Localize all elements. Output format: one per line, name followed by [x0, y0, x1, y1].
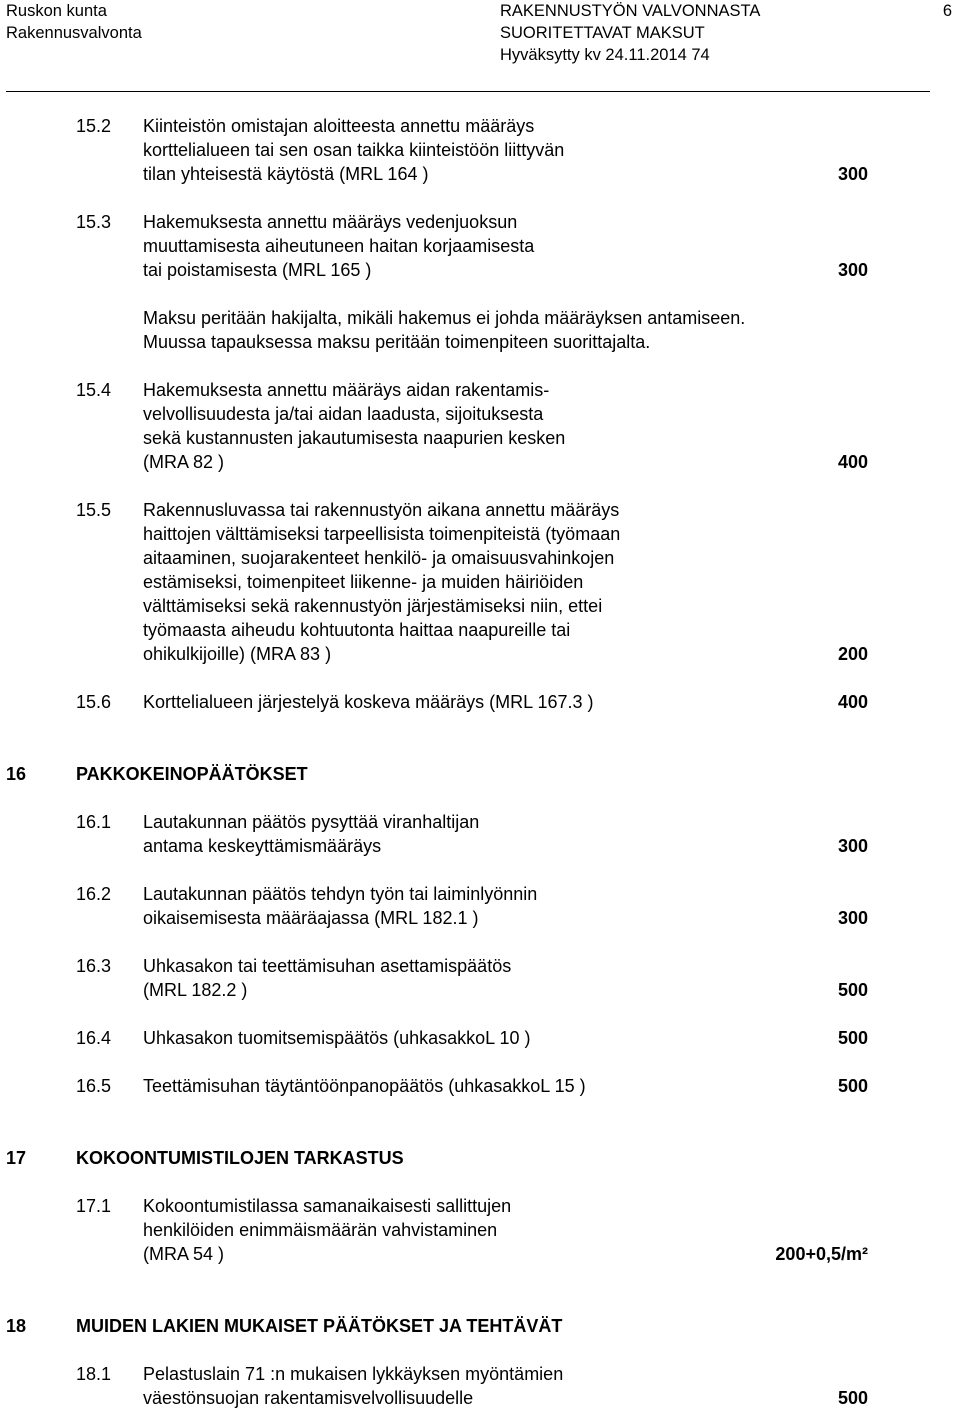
- page-header: [0, 0, 960, 96]
- doc-title-line1: RAKENNUSTYÖN VALVONNASTA: [500, 2, 761, 20]
- desc-line: ohikulkijoille) (MRA 83 ): [143, 644, 332, 664]
- item-description: [143, 954, 703, 1002]
- fee-note: [143, 306, 803, 354]
- section-heading-16: [0, 762, 960, 786]
- section-title: MUIDEN LAKIEN MUKAISET PÄÄTÖKSET JA TEHTÄVÄT: [76, 1316, 563, 1336]
- section-title: PAKKOKEINOPÄÄTÖKSET: [76, 764, 308, 784]
- desc-line: antama keskeyttämismääräys: [143, 836, 382, 856]
- desc-line: (MRA 82 ): [143, 452, 225, 472]
- fee-amount: 200: [837, 644, 868, 664]
- desc-line: Teettämisuhan täytäntöönpanopäätös (uhkasakkoL 15 ): [143, 1076, 586, 1096]
- desc-line: muuttamisesta aiheutuneen haitan korjaamisesta: [143, 236, 535, 256]
- desc-line: Lautakunnan päätös pysyttää viranhaltijan: [143, 812, 480, 832]
- section-number: 18: [6, 1316, 27, 1336]
- section-number: 17: [6, 1148, 27, 1168]
- fee-item-16-4: [0, 1026, 960, 1050]
- section-heading-17: [0, 1146, 960, 1170]
- fee-item-15-4: [0, 378, 960, 474]
- municipality-name: Ruskon kunta: [6, 2, 107, 20]
- desc-line: välttämiseksi sekä rakennustyön järjestämiseksi niin, ettei: [143, 596, 603, 616]
- note-line: Muussa tapauksessa maksu peritään toimenpiteen suorittajalta.: [143, 332, 651, 352]
- desc-line: Kiinteistön omistajan aloitteesta annettu määräys: [143, 116, 535, 136]
- fee-amount: 300: [837, 908, 868, 928]
- fee-item-16-5: [0, 1074, 960, 1098]
- page-number: 6: [942, 2, 952, 20]
- fee-item-15-3: [0, 210, 960, 282]
- section-number: 16: [6, 764, 27, 784]
- fee-amount: 500: [837, 1076, 868, 1096]
- fee-amount: 200+0,5/m²: [775, 1244, 868, 1264]
- desc-line: estämiseksi, toimenpiteet liikenne- ja muiden häiriöiden: [143, 572, 584, 592]
- header-left: [6, 0, 142, 44]
- item-number: 16.1: [76, 812, 112, 832]
- item-description: [143, 1362, 703, 1410]
- fee-amount: 500: [837, 1028, 868, 1048]
- fee-list: [0, 114, 960, 1410]
- desc-line: (MRL 182.2 ): [143, 980, 248, 1000]
- desc-line: Pelastuslain 71 :n mukaisen lykkäyksen myöntämien: [143, 1364, 564, 1384]
- desc-line: väestönsuojan rakentamisvelvollisuudelle: [143, 1388, 474, 1408]
- desc-line: Kokoontumistilassa samanaikaisesti sallittujen: [143, 1196, 512, 1216]
- department-name: Rakennusvalvonta: [6, 24, 142, 42]
- fee-amount: 300: [837, 260, 868, 280]
- item-description: [143, 210, 703, 282]
- item-description: [143, 1026, 703, 1050]
- desc-line: Uhkasakon tai teettämisuhan asettamispäätös: [143, 956, 512, 976]
- item-number: 16.4: [76, 1028, 112, 1048]
- desc-line: haittojen välttämiseksi tarpeellisista toimenpiteistä (työmaan: [143, 524, 621, 544]
- item-description: [143, 114, 703, 186]
- header-divider: [6, 91, 930, 92]
- fee-item-16-3: [0, 954, 960, 1002]
- item-description: [143, 882, 703, 930]
- doc-title-line2: SUORITETTAVAT MAKSUT: [500, 24, 705, 42]
- fee-amount: 400: [837, 452, 868, 472]
- desc-line: Korttelialueen järjestelyä koskeva määräys (MRL 167.3 ): [143, 692, 594, 712]
- fee-item-18-1: [0, 1362, 960, 1410]
- item-number: 16.5: [76, 1076, 112, 1096]
- item-number: 17.1: [76, 1196, 112, 1216]
- fee-item-16-1: [0, 810, 960, 858]
- item-description: [143, 378, 703, 474]
- desc-line: korttelialueen tai sen osan taikka kiinteistöön liittyvän: [143, 140, 565, 160]
- fee-item-15-6: [0, 690, 960, 714]
- item-number: 15.3: [76, 212, 112, 232]
- approval-line: Hyväksytty kv 24.11.2014 74: [500, 46, 710, 64]
- fee-amount: 500: [837, 1388, 868, 1408]
- item-number: 15.5: [76, 500, 112, 520]
- desc-line: oikaisemisesta määräajassa (MRL 182.1 ): [143, 908, 479, 928]
- fee-amount: 300: [837, 836, 868, 856]
- fee-item-15-2: [0, 114, 960, 186]
- note-line: Maksu peritään hakijalta, mikäli hakemus ei johda määräyksen antamiseen.: [143, 308, 746, 328]
- section-title: KOKOONTUMISTILOJEN TARKASTUS: [76, 1148, 404, 1168]
- desc-line: (MRA 54 ): [143, 1244, 225, 1264]
- item-description: [143, 498, 703, 666]
- desc-line: henkilöiden enimmäismäärän vahvistaminen: [143, 1220, 498, 1240]
- desc-line: velvollisuudesta ja/tai aidan laadusta, sijoituksesta: [143, 404, 544, 424]
- item-description: [143, 690, 703, 714]
- item-description: [143, 1194, 703, 1266]
- item-number: 18.1: [76, 1364, 112, 1384]
- item-number: 16.2: [76, 884, 112, 904]
- desc-line: tai poistamisesta (MRL 165 ): [143, 260, 372, 280]
- desc-line: Hakemuksesta annettu määräys vedenjuoksun: [143, 212, 518, 232]
- desc-line: Lautakunnan päätös tehdyn työn tai laiminlyönnin: [143, 884, 538, 904]
- fee-item-15-5: [0, 498, 960, 666]
- desc-line: Rakennusluvassa tai rakennustyön aikana annettu määräys: [143, 500, 620, 520]
- item-description: [143, 810, 703, 858]
- desc-line: työmaasta aiheudu kohtuutonta haittaa naapureille tai: [143, 620, 571, 640]
- fee-item-16-2: [0, 882, 960, 930]
- fee-amount: 400: [837, 692, 868, 712]
- item-number: 15.6: [76, 692, 112, 712]
- desc-line: sekä kustannusten jakautumisesta naapurien kesken: [143, 428, 566, 448]
- item-number: 15.2: [76, 116, 112, 136]
- desc-line: aitaaminen, suojarakenteet henkilö- ja omaisuusvahinkojen: [143, 548, 615, 568]
- desc-line: tilan yhteisestä käytöstä (MRL 164 ): [143, 164, 429, 184]
- item-number: 15.4: [76, 380, 112, 400]
- fee-amount: 300: [837, 164, 868, 184]
- fee-amount: 500: [837, 980, 868, 1000]
- desc-line: Uhkasakon tuomitsemispäätös (uhkasakkoL 10 ): [143, 1028, 531, 1048]
- header-document-title: [500, 0, 760, 66]
- desc-line: Hakemuksesta annettu määräys aidan rakentamis-: [143, 380, 550, 400]
- item-number: 16.3: [76, 956, 112, 976]
- fee-item-17-1: [0, 1194, 960, 1266]
- section-heading-18: [0, 1314, 960, 1338]
- item-description: [143, 1074, 703, 1098]
